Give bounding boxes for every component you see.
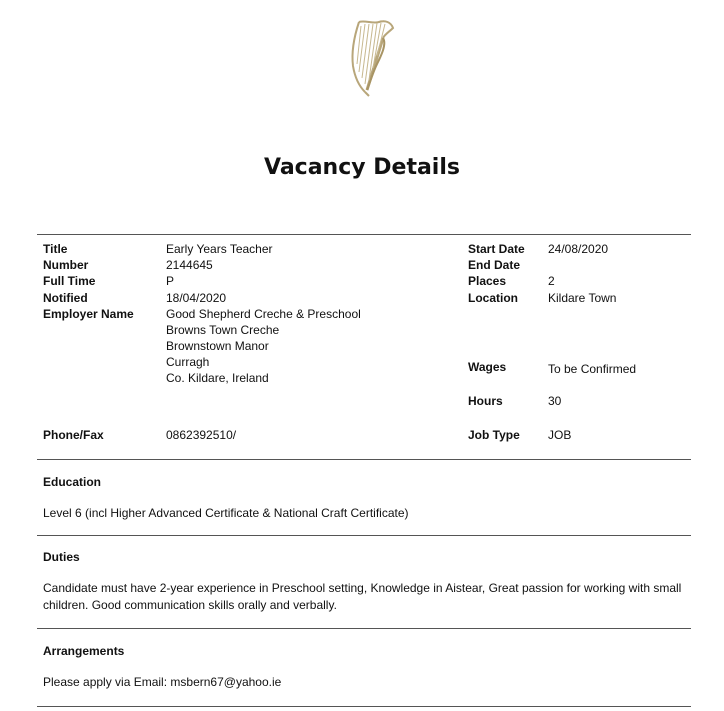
divider xyxy=(37,535,691,536)
title-label: Title xyxy=(43,242,68,256)
divider xyxy=(37,234,691,235)
employer-line: Co. Kildare, Ireland xyxy=(166,371,269,385)
number-label: Number xyxy=(43,258,89,272)
duties-heading: Duties xyxy=(43,550,80,564)
places-label: Places xyxy=(468,274,507,288)
employer-line: Browns Town Creche xyxy=(166,323,280,337)
duties-text: Candidate must have 2-year experience in Preschool setting, Knowledge in Aistear, Great passion for working with small children. Good communication skills orally and verbally. xyxy=(43,581,682,612)
startdate-value: 24/08/2020 xyxy=(548,242,609,256)
notified-label: Notified xyxy=(43,291,88,305)
location-label: Location xyxy=(468,291,518,305)
education-heading: Education xyxy=(43,475,102,489)
wages-value: To be Confirmed xyxy=(548,362,637,376)
employer-line: Good Shepherd Creche & Preschool xyxy=(166,307,361,321)
location-value: Kildare Town xyxy=(548,291,617,305)
hours-value: 30 xyxy=(548,394,562,408)
harp-icon xyxy=(345,14,397,98)
phone-value: 0862392510/ xyxy=(166,428,237,442)
fulltime-value: P xyxy=(166,274,175,288)
divider xyxy=(37,628,691,629)
enddate-label: End Date xyxy=(468,258,521,272)
hours-label: Hours xyxy=(468,394,503,408)
places-value: 2 xyxy=(548,274,555,288)
employer-label: Employer Name xyxy=(43,307,134,321)
number-value: 2144645 xyxy=(166,258,213,272)
jobtype-label: Job Type xyxy=(468,428,520,442)
wages-label: Wages xyxy=(468,360,507,374)
education-text: Level 6 (incl Higher Advanced Certificate & National Craft Certificate) xyxy=(43,506,409,520)
employer-line: Brownstown Manor xyxy=(166,339,269,353)
title-value: Early Years Teacher xyxy=(166,242,273,256)
startdate-label: Start Date xyxy=(468,242,525,256)
phone-label: Phone/Fax xyxy=(43,428,104,442)
divider xyxy=(37,706,691,707)
fulltime-label: Full Time xyxy=(43,274,96,288)
jobtype-value: JOB xyxy=(548,428,572,442)
arrangements-heading: Arrangements xyxy=(43,644,125,658)
notified-value: 18/04/2020 xyxy=(166,291,227,305)
page-title: Vacancy Details xyxy=(264,155,460,180)
divider xyxy=(37,459,691,460)
arrangements-text: Please apply via Email: msbern67@yahoo.ie xyxy=(43,675,282,689)
employer-line: Curragh xyxy=(166,355,210,369)
